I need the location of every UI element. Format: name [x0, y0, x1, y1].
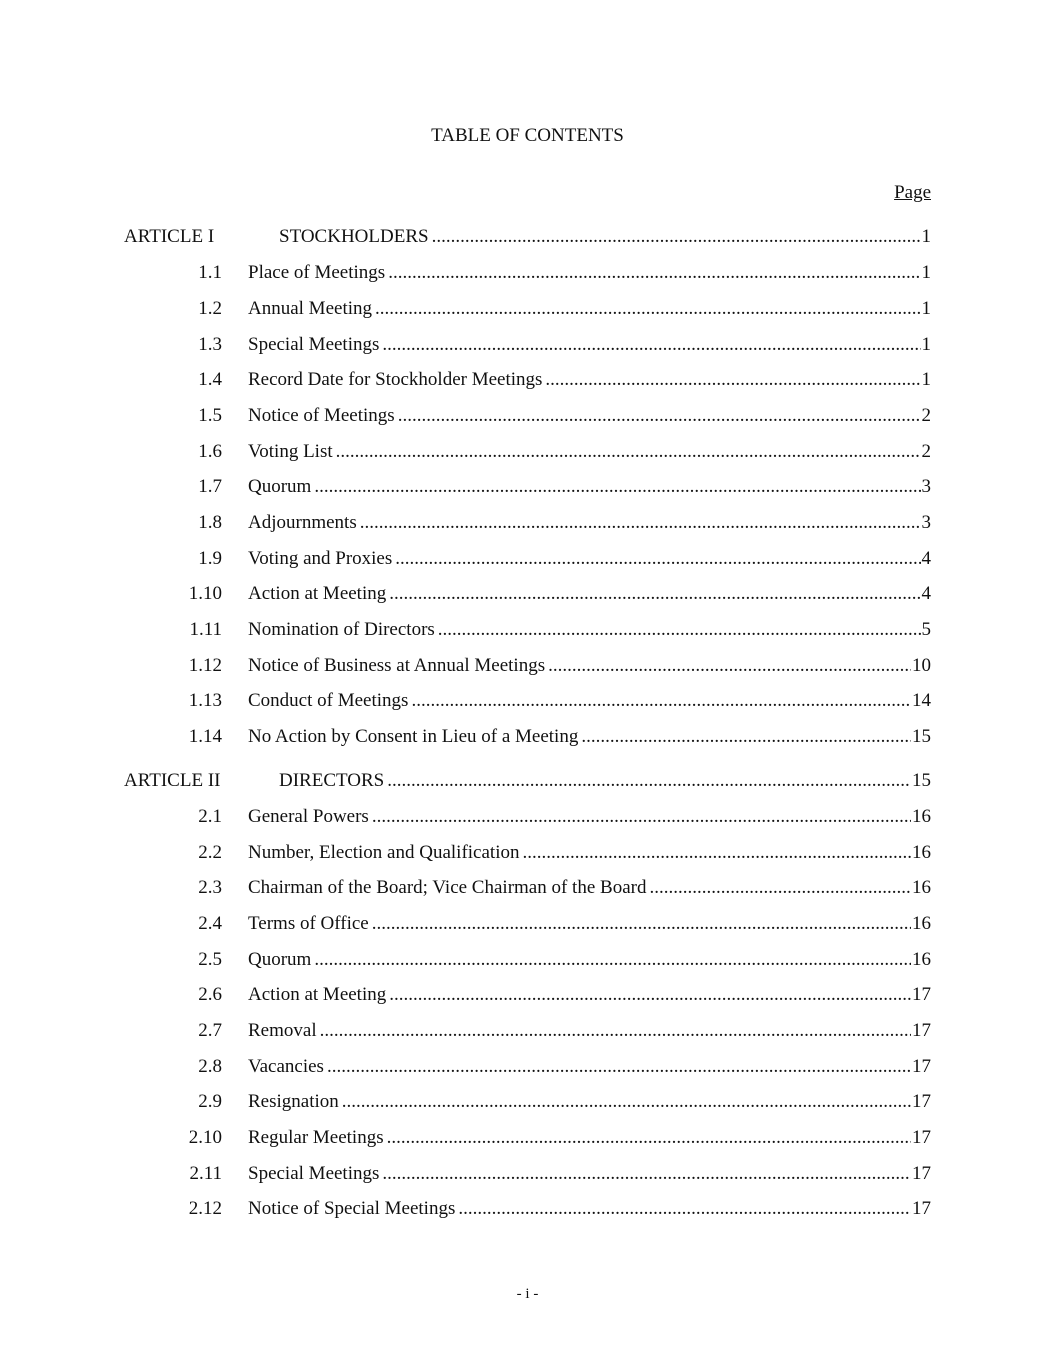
toc-section-row[interactable] [0, 1161, 1055, 1187]
toc-section-row[interactable] [0, 510, 1055, 536]
toc-entry-title: Quorum [248, 476, 312, 497]
toc-section-row[interactable] [0, 724, 1055, 750]
toc-entry-number: 2.10 [188, 1127, 222, 1148]
toc-entry [248, 1054, 931, 1080]
page-column-header: Page [894, 182, 931, 203]
toc-section-row[interactable] [0, 1125, 1055, 1151]
toc-entry-title: Quorum [248, 949, 312, 970]
toc-dot-leader [548, 653, 911, 679]
toc-dot-leader [320, 1018, 911, 1044]
toc-dot-leader [387, 768, 911, 794]
toc-entry-title: Vacancies [248, 1056, 324, 1077]
toc-entry-page: 1 [921, 226, 931, 247]
toc-dot-leader [387, 1125, 911, 1151]
toc-entry-title: Chairman of the Board; Vice Chairman of the Board [248, 877, 647, 898]
toc-entry-number: 2.7 [198, 1020, 222, 1041]
toc-entry-title: Nomination of Directors [248, 619, 435, 640]
toc-entry-number: 2.8 [198, 1056, 222, 1077]
toc-entry-title: Notice of Special Meetings [248, 1198, 456, 1219]
toc-section-row[interactable] [0, 546, 1055, 572]
toc-entry-title: Notice of Meetings [248, 405, 395, 426]
toc-dot-leader [411, 688, 911, 714]
toc-entry-title: Regular Meetings [248, 1127, 384, 1148]
toc-section-row[interactable] [0, 875, 1055, 901]
toc-entry-title: Record Date for Stockholder Meetings [248, 369, 543, 390]
toc-entry-number: 1.11 [189, 619, 222, 640]
toc-entry-number: 1.4 [198, 369, 222, 390]
toc-dot-leader [398, 403, 921, 429]
toc-entry [279, 224, 931, 250]
toc-entry-title: STOCKHOLDERS [279, 226, 429, 247]
toc-entry-number: 2.11 [189, 1163, 222, 1184]
toc-entry-number: 1.13 [188, 690, 222, 711]
toc-entry [248, 367, 931, 393]
document-title: TABLE OF CONTENTS [431, 125, 624, 146]
toc-entry [248, 724, 931, 750]
page-footer: - i - [516, 1286, 539, 1302]
toc-section-row[interactable] [0, 804, 1055, 830]
toc-entry-page: 17 [912, 1127, 931, 1148]
toc-section-row[interactable] [0, 296, 1055, 322]
toc-dot-leader [382, 1161, 911, 1187]
toc-entry-number: 1.7 [198, 476, 222, 497]
toc-dot-leader [342, 1089, 911, 1115]
toc-entry [279, 768, 931, 794]
toc-entry-page: 2 [921, 405, 931, 426]
toc-entry-page: 17 [912, 1198, 931, 1219]
toc-entry-number: 2.3 [198, 877, 222, 898]
toc-dot-leader [314, 474, 920, 500]
toc-dot-leader [649, 875, 911, 901]
toc-entry-number: ARTICLE I [124, 226, 215, 247]
toc-entry-number: 2.1 [198, 806, 222, 827]
toc-section-row[interactable] [0, 1196, 1055, 1222]
toc-entry-number: 1.12 [188, 655, 222, 676]
toc-dot-leader [336, 439, 921, 465]
toc-dot-leader [581, 724, 911, 750]
toc-article-row[interactable] [0, 768, 1055, 794]
toc-entry-title: Action at Meeting [248, 583, 387, 604]
toc-entry-number: 1.8 [198, 512, 222, 533]
toc-entry-page: 17 [912, 1020, 931, 1041]
toc-entry-number: 1.3 [198, 334, 222, 355]
toc-section-row[interactable] [0, 1018, 1055, 1044]
toc-entry [248, 653, 931, 679]
toc-entry-page: 16 [912, 949, 931, 970]
toc-entry-page: 4 [921, 548, 931, 569]
toc-entry [248, 1196, 931, 1222]
toc-dot-leader [372, 911, 911, 937]
toc-entry-number: 2.4 [198, 913, 222, 934]
toc-section-row[interactable] [0, 260, 1055, 286]
toc-entry-title: Notice of Business at Annual Meetings [248, 655, 546, 676]
toc-section-row[interactable] [0, 947, 1055, 973]
toc-dot-leader [382, 332, 920, 358]
toc-section-row[interactable] [0, 1054, 1055, 1080]
toc-dot-leader [375, 296, 920, 322]
toc-dot-leader [327, 1054, 911, 1080]
toc-entry [248, 474, 931, 500]
toc-entry-page: 17 [912, 1091, 931, 1112]
toc-section-row[interactable] [0, 653, 1055, 679]
toc-entry-title: Resignation [248, 1091, 339, 1112]
toc-entry [248, 982, 931, 1008]
toc-section-row[interactable] [0, 332, 1055, 358]
toc-section-row[interactable] [0, 617, 1055, 643]
toc-section-row[interactable] [0, 688, 1055, 714]
toc-entry-title: Voting List [248, 441, 333, 462]
toc-entry-title: Place of Meetings [248, 262, 386, 283]
toc-entry-number: 2.6 [198, 984, 222, 1005]
toc-entry [248, 875, 931, 901]
toc-article-row[interactable] [0, 224, 1055, 250]
toc-entry-page: 3 [921, 512, 931, 533]
toc-dot-leader [389, 982, 911, 1008]
toc-entry-page: 10 [912, 655, 931, 676]
toc-entry-number: 2.9 [198, 1091, 222, 1112]
toc-entry-page: 3 [921, 476, 931, 497]
toc-entry [248, 617, 931, 643]
toc-dot-leader [388, 260, 920, 286]
toc-entry-number: 2.12 [188, 1198, 222, 1219]
toc-section-row[interactable] [0, 439, 1055, 465]
toc-entry-number: 1.14 [188, 726, 222, 747]
toc-entry-page: 1 [921, 298, 931, 319]
toc-entry-number: 1.2 [198, 298, 222, 319]
toc-entry-number: ARTICLE II [124, 770, 221, 791]
toc-section-row[interactable] [0, 982, 1055, 1008]
toc-entry [248, 947, 931, 973]
toc-dot-leader [395, 546, 920, 572]
toc-entry [248, 911, 931, 937]
toc-entry [248, 581, 931, 607]
toc-entry [248, 546, 931, 572]
toc-entry [248, 1161, 931, 1187]
toc-entry-title: Voting and Proxies [248, 548, 393, 569]
toc-entry-title: Conduct of Meetings [248, 690, 409, 711]
toc-dot-leader [522, 840, 911, 866]
toc-entry-page: 17 [912, 1163, 931, 1184]
toc-entry [248, 688, 931, 714]
toc-dot-leader [389, 581, 920, 607]
toc-entry [248, 1018, 931, 1044]
toc-entry-page: 1 [921, 262, 931, 283]
toc-entry-title: DIRECTORS [279, 770, 385, 791]
toc-entry-page: 17 [912, 1056, 931, 1077]
toc-entry-number: 1.9 [198, 548, 222, 569]
toc-entry-page: 4 [921, 583, 931, 604]
toc-entry-page: 5 [921, 619, 931, 640]
toc-section-row[interactable] [0, 474, 1055, 500]
toc-entry-number: 2.2 [198, 842, 222, 863]
toc-dot-leader [314, 947, 911, 973]
toc-entry-page: 1 [921, 369, 931, 390]
toc-entry-title: Special Meetings [248, 334, 380, 355]
toc-entry-page: 15 [912, 726, 931, 747]
toc-entry [248, 804, 931, 830]
toc-section-row[interactable] [0, 1089, 1055, 1115]
toc-entry-page: 2 [921, 441, 931, 462]
toc-section-row[interactable] [0, 911, 1055, 937]
toc-entry-page: 16 [912, 877, 931, 898]
toc-entry-page: 16 [912, 806, 931, 827]
toc-entry-title: Special Meetings [248, 1163, 380, 1184]
toc-entry-title: Action at Meeting [248, 984, 387, 1005]
toc-entry-title: Removal [248, 1020, 317, 1041]
toc-entry-number: 2.5 [198, 949, 222, 970]
toc-entry-page: 16 [912, 913, 931, 934]
toc-entry-page: 14 [912, 690, 931, 711]
toc-entry-page: 17 [912, 984, 931, 1005]
toc-entry [248, 840, 931, 866]
toc-entry-number: 1.6 [198, 441, 222, 462]
toc-entry-title: Adjournments [248, 512, 357, 533]
toc-entry-number: 1.5 [198, 405, 222, 426]
toc-section-row[interactable] [0, 840, 1055, 866]
toc-entry-number: 1.10 [188, 583, 222, 604]
toc-entry-title: Annual Meeting [248, 298, 373, 319]
toc-dot-leader [372, 804, 911, 830]
toc-entry-title: No Action by Consent in Lieu of a Meeting [248, 726, 579, 747]
toc-entry [248, 403, 931, 429]
toc-section-row[interactable] [0, 581, 1055, 607]
toc-section-row[interactable] [0, 403, 1055, 429]
toc-entry-number: 1.1 [198, 262, 222, 283]
toc-entry [248, 296, 931, 322]
toc-section-row[interactable] [0, 367, 1055, 393]
toc-entry [248, 510, 931, 536]
toc-entry [248, 332, 931, 358]
toc-entry-page: 1 [921, 334, 931, 355]
toc-dot-leader [360, 510, 921, 536]
toc-dot-leader [545, 367, 920, 393]
toc-dot-leader [458, 1196, 911, 1222]
toc-dot-leader [438, 617, 921, 643]
toc-entry-title: Terms of Office [248, 913, 369, 934]
toc-entry [248, 260, 931, 286]
toc-entry [248, 439, 931, 465]
toc-entry-title: Number, Election and Qualification [248, 842, 520, 863]
toc-entry-page: 15 [912, 770, 931, 791]
toc-entry-page: 16 [912, 842, 931, 863]
toc-entry-title: General Powers [248, 806, 369, 827]
toc-dot-leader [432, 224, 921, 250]
toc-entry [248, 1125, 931, 1151]
toc-entry [248, 1089, 931, 1115]
